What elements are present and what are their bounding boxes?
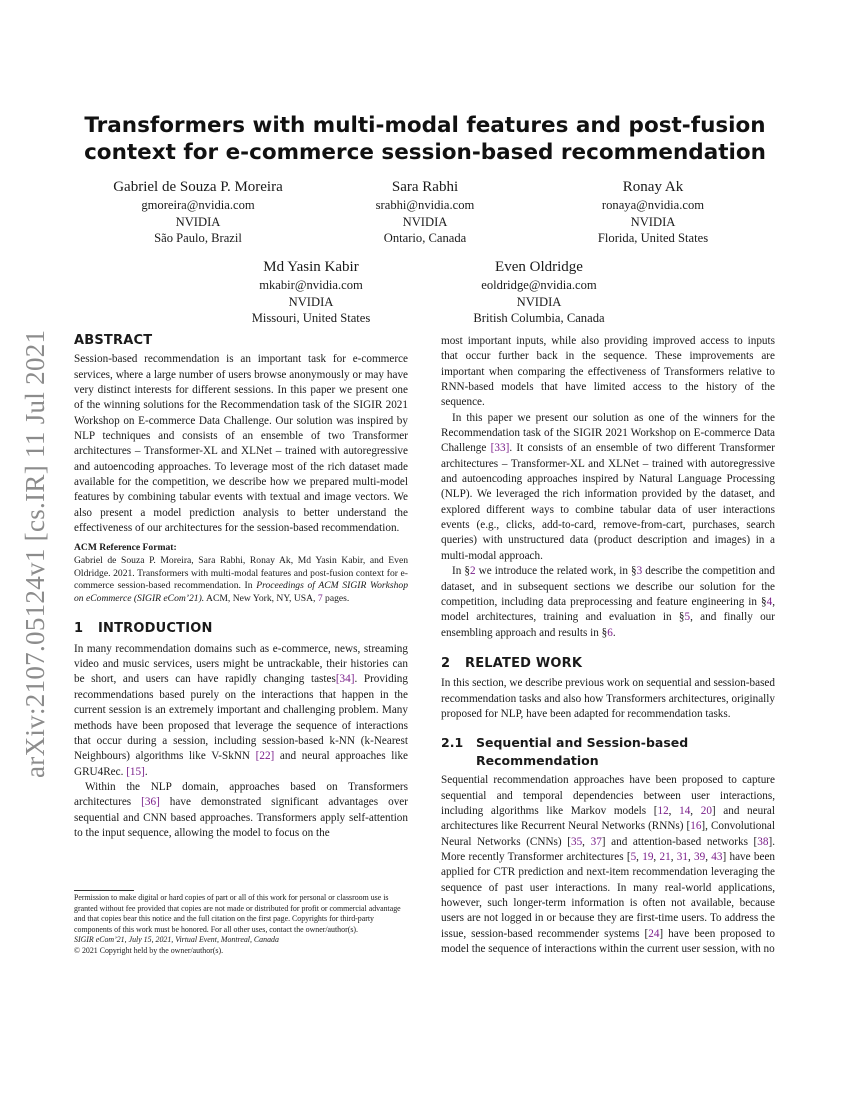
author-email: ronaya@nvidia.com: [601, 198, 705, 212]
subsection-heading: 2.1 Sequential and Session-based Recommendation: [441, 735, 689, 769]
author-name: Md Yasin Kabir: [263, 259, 359, 275]
author-block: [523, 177, 783, 247]
copyright-text: © 2021 Copyright held by the owner/author(s).: [74, 945, 224, 955]
acm-ref-heading: ACM Reference Format:: [74, 542, 177, 554]
related-work-heading: 2 RELATED WORK: [441, 655, 583, 671]
author-name: Even Oldridge: [495, 259, 583, 275]
author-block: [181, 257, 441, 327]
author-email: mkabir@nvidia.com: [259, 278, 363, 292]
copyright-footnote: [74, 893, 410, 957]
permission-text: Permission to make digital or hard copies of part or all of this work for personal or classroom use is granted without fee provided that copies are not made or distributed for profit or commercial advantage and that copies bear this notice and the full citation on the first page. Copyrights for third-party components of this work must be honored. For all other uses, contact the owner/author(s).: [74, 893, 401, 934]
author-org: NVIDIA: [175, 214, 221, 229]
author-block: [409, 257, 669, 327]
footnote-rule: [74, 890, 134, 891]
author-org: NVIDIA: [402, 214, 448, 229]
right-column: [441, 334, 775, 957]
author-name: Gabriel de Souza P. Moreira: [113, 179, 283, 195]
author-org: NVIDIA: [288, 294, 334, 309]
author-name: Ronay Ak: [622, 179, 684, 195]
intro-paragraph: Within the NLP domain, approaches based on Transformers architectures [36] have demonstrated significant advantages over sequential and CNN based approaches. Transformers apply self-attention to the input sequence, allowing the model to focus on the: [74, 780, 408, 839]
author-block: [68, 177, 328, 247]
intro-paragraph: In many recommendation domains such as e-commerce, news, streaming video and music services, users might be untrackable, their histories can be short, and users can have rapidly changing tastes[34]. Providing recommendations based purely on the interactions that happen in the current session is an extremely important and challenging problem. Many methods have been proposed that leverage the sequence of interactions that occur during a session, including session-based k-NN (k-Nearest Neighbours) algorithms like V-SkNN [22] and neural approaches like GRU4Rec. [15].: [74, 642, 409, 778]
author-location: Missouri, United States: [251, 311, 371, 325]
related-work-paragraph: In this section, we describe previous work on sequential and session-based recommendation tasks and also how Transformers architectures, originally proposed for NLP, have been adapted for recommendation tasks.: [441, 677, 775, 720]
intro-heading: 1 INTRODUCTION: [74, 621, 213, 637]
paper-title: Transformers with multi-modal features and post-fusion context for e-commerce session-based recommendation: [84, 113, 766, 165]
acm-reference: [74, 542, 408, 605]
author-location: Ontario, Canada: [383, 231, 467, 245]
author-location: Florida, United States: [597, 231, 709, 245]
abstract-heading: ABSTRACT: [74, 333, 153, 348]
body-paragraph: In §2 we introduce the related work, in §3 describe the competition and dataset, and in subsequent sections we describe our solution for the competition, including data preprocessing and feature engineering in §4, model architectures, training and evaluation in §5, and finally our ensembling approach and results in §6.: [441, 565, 775, 639]
author-location: São Paulo, Brazil: [154, 231, 242, 245]
venue-text: SIGIR eCom’21, July 15, 2021, Virtual Event, Montreal, Canada: [74, 935, 279, 945]
abstract-text: Session-based recommendation is an important task for e-commerce services, where a large number of users browse anonymously or may have very distinct interests for different sessions. In this paper we present one of the winning solutions for the Recommendation task of the SIGIR 2021 Workshop on E-commerce Data Challenge. Our solution was inspired by NLP techniques and consists of an ensemble of two Transformer architectures – Transformer-XL and XLNet – trained with autoregressive and autoencoding approaches. To leverage most of the rich dataset made available for the competition, we describe how we prepared multi-model features by combining tabular events with textual and image vectors. We also present a model prediction analysis to better understand the effectiveness of our architectures for the session-based recommendation.: [74, 353, 408, 535]
author-block: [295, 177, 555, 247]
arxiv-side-label: arXiv:2107.05124v1 [cs.IR] 11 Jul 2021: [20, 329, 50, 778]
body-paragraph: most important inputs, while also providing improved access to inputs that occur further back in the sequence. These improvements are important when comparing the effectiveness of Transformers relative to RNN-based models that have limited access to the history of the sequence.: [441, 335, 775, 409]
author-email: eoldridge@nvidia.com: [481, 278, 597, 292]
left-column: [74, 333, 408, 841]
body-paragraph: In this paper we present our solution as one of the winners for the Recommendation task of the SIGIR 2021 Workshop on E-commerce Data Challenge [33]. It consists of an ensemble of two different Transformer architectures – Transformer-XL and XLNet – trained with autoregressive and autoencoding approaches inspired by Natural Language Processing (NLP). We leveraged the rich information provided by the dataset, and explored different ways to combine tabular data of user interactions events (e.g., clicks, add-to-card, remove-from-cart, purchases, search queries) with unstructured data (product description and images) in a multi-modal approach.: [441, 411, 775, 562]
author-org: NVIDIA: [516, 294, 562, 309]
author-name: Sara Rabhi: [391, 179, 459, 195]
acm-ref-text: Gabriel de Souza P. Moreira, Sara Rabhi, Ronay Ak, Md Yasin Kabir, and Even Oldridge. 2021. Transformers with multi-modal features and post-fusion context for e-commerce session-based recommendation. In Proceedings of ACM SIGIR Workshop on eCommerce (SIGIR eCom’21). ACM, New York, NY, USA, 7 pages.: [74, 555, 408, 604]
author-email: gmoreira@nvidia.com: [141, 198, 255, 212]
author-email: srabhi@nvidia.com: [375, 198, 475, 212]
subsection-paragraph: Sequential recommendation approaches have been proposed to capture sequential and temporal dependencies between user interactions, including algorithms like Markov models [12, 14, 20] and neural architectures like Recurrent Neural Networks (RNNs) [16], Convolutional Neural Networks (CNNs) [35, 37] and attention-based networks [38]. More recently Transformer architectures [5, 19, 21, 31, 39, 43] have been applied for CTR prediction and next-item recommendation leveraging the sequence of past user interactions. In many real-world applications, however, such longer-term information is often not available, because users are not logged in or because they are first-time users. To address the issue, session-based recommender systems [24] have been proposed to model the sequence of interactions within the current user session, with no: [441, 774, 776, 956]
author-location: British Columbia, Canada: [473, 311, 605, 325]
author-org: NVIDIA: [630, 214, 676, 229]
